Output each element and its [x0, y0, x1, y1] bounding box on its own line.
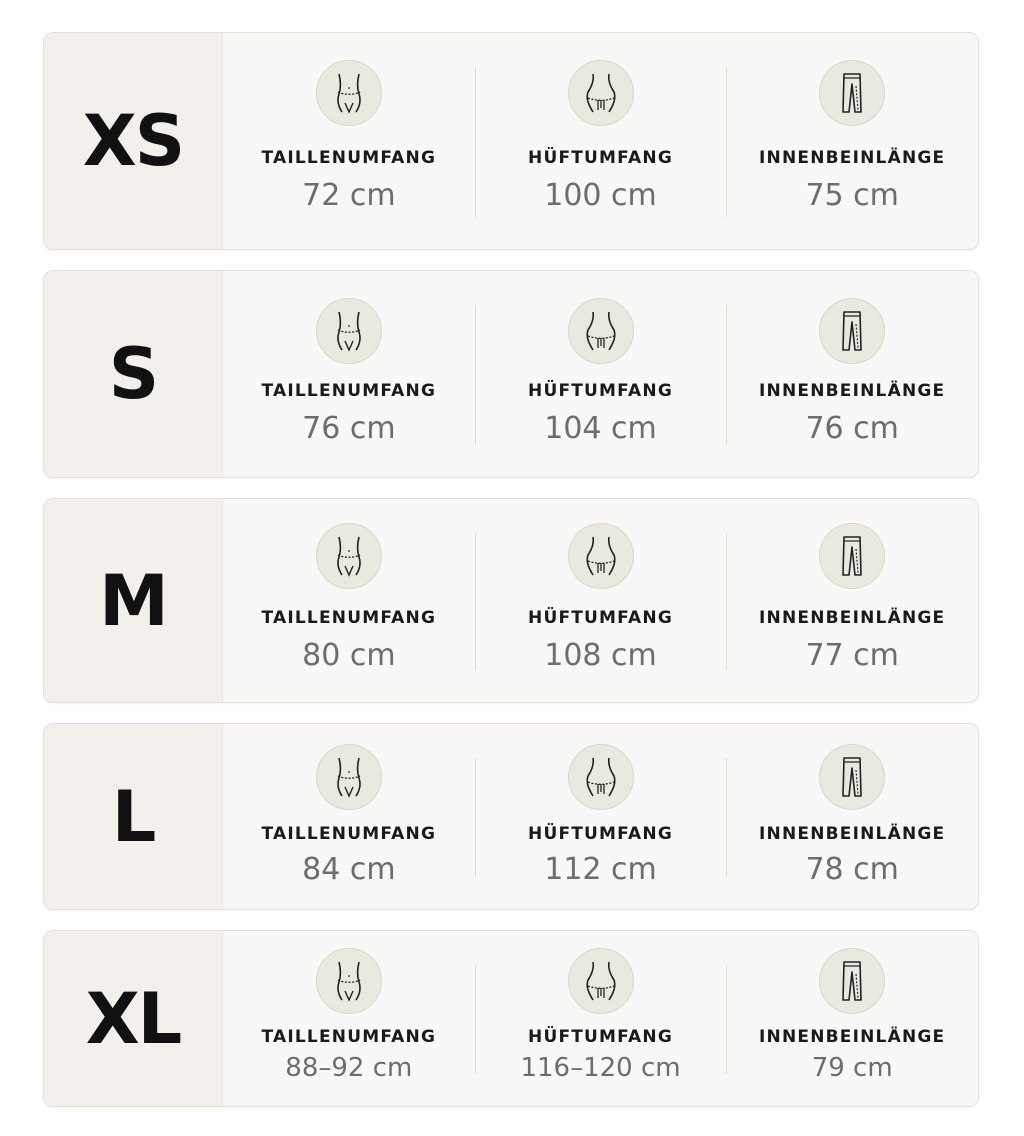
- measurements: [223, 724, 978, 909]
- inseam-measure: [726, 724, 978, 909]
- hip-value: 108 cm: [544, 638, 657, 673]
- size-cell: [44, 33, 223, 249]
- hip-measure: [475, 271, 727, 477]
- inseam-value: 79 cm: [811, 1053, 893, 1083]
- waist-label: TAILLENUMFANG: [261, 381, 437, 401]
- size-row-s: [43, 270, 979, 478]
- waist-label: TAILLENUMFANG: [261, 608, 437, 628]
- waist-icon: [316, 948, 382, 1014]
- hip-label: HÜFTUMFANG: [528, 148, 673, 168]
- hip-label: HÜFTUMFANG: [528, 824, 673, 844]
- inseam-value: 76 cm: [805, 411, 899, 446]
- waist-icon: [316, 523, 382, 589]
- size-label: S: [108, 333, 158, 415]
- inseam-label: INNENBEINLÄNGE: [759, 608, 946, 628]
- inseam-measure: [726, 271, 978, 477]
- hip-measure: [475, 33, 727, 249]
- inseam-icon: [819, 523, 885, 589]
- waist-measure: [223, 499, 475, 702]
- inseam-label: INNENBEINLÄNGE: [759, 148, 946, 168]
- measurements: [223, 271, 978, 477]
- inseam-icon: [819, 60, 885, 126]
- size-label: L: [111, 775, 155, 858]
- inseam-measure: [726, 499, 978, 702]
- hip-icon: [568, 298, 634, 364]
- inseam-value: 78 cm: [805, 852, 899, 887]
- size-cell: [44, 271, 223, 477]
- hip-label: HÜFTUMFANG: [528, 1027, 673, 1047]
- hip-label: HÜFTUMFANG: [528, 608, 673, 628]
- size-label: XS: [82, 100, 184, 182]
- inseam-measure: [726, 33, 978, 249]
- waist-icon: [316, 298, 382, 364]
- waist-value: 72 cm: [302, 178, 396, 213]
- waist-value: 80 cm: [302, 638, 396, 673]
- measurements: [223, 931, 978, 1106]
- size-label: M: [99, 559, 167, 642]
- waist-label: TAILLENUMFANG: [261, 148, 437, 168]
- waist-label: TAILLENUMFANG: [261, 1027, 437, 1047]
- measurements: [223, 33, 978, 249]
- waist-value: 88–92 cm: [285, 1053, 413, 1083]
- waist-value: 84 cm: [302, 852, 396, 887]
- inseam-icon: [819, 744, 885, 810]
- hip-icon: [568, 60, 634, 126]
- waist-icon: [316, 60, 382, 126]
- size-row-m: [43, 498, 979, 703]
- measurements: [223, 499, 978, 702]
- hip-value: 104 cm: [544, 411, 657, 446]
- waist-measure: [223, 931, 475, 1106]
- inseam-icon: [819, 948, 885, 1014]
- hip-icon: [568, 744, 634, 810]
- hip-value: 100 cm: [544, 178, 657, 213]
- size-label: XL: [85, 977, 181, 1060]
- size-cell: [44, 931, 223, 1106]
- hip-measure: [475, 931, 727, 1106]
- size-row-xs: [43, 32, 979, 250]
- inseam-value: 77 cm: [805, 638, 899, 673]
- hip-value: 116–120 cm: [520, 1053, 681, 1083]
- inseam-icon: [819, 298, 885, 364]
- waist-measure: [223, 271, 475, 477]
- hip-measure: [475, 724, 727, 909]
- inseam-label: INNENBEINLÄNGE: [759, 824, 946, 844]
- size-row-l: [43, 723, 979, 910]
- inseam-value: 75 cm: [805, 178, 899, 213]
- waist-value: 76 cm: [302, 411, 396, 446]
- waist-label: TAILLENUMFANG: [261, 824, 437, 844]
- hip-value: 112 cm: [544, 852, 657, 887]
- inseam-label: INNENBEINLÄNGE: [759, 381, 946, 401]
- size-cell: [44, 499, 223, 702]
- waist-measure: [223, 724, 475, 909]
- size-row-xl: [43, 930, 979, 1107]
- waist-icon: [316, 744, 382, 810]
- hip-icon: [568, 523, 634, 589]
- hip-icon: [568, 948, 634, 1014]
- hip-label: HÜFTUMFANG: [528, 381, 673, 401]
- size-cell: [44, 724, 223, 909]
- inseam-label: INNENBEINLÄNGE: [759, 1027, 946, 1047]
- inseam-measure: [726, 931, 978, 1106]
- hip-measure: [475, 499, 727, 702]
- waist-measure: [223, 33, 475, 249]
